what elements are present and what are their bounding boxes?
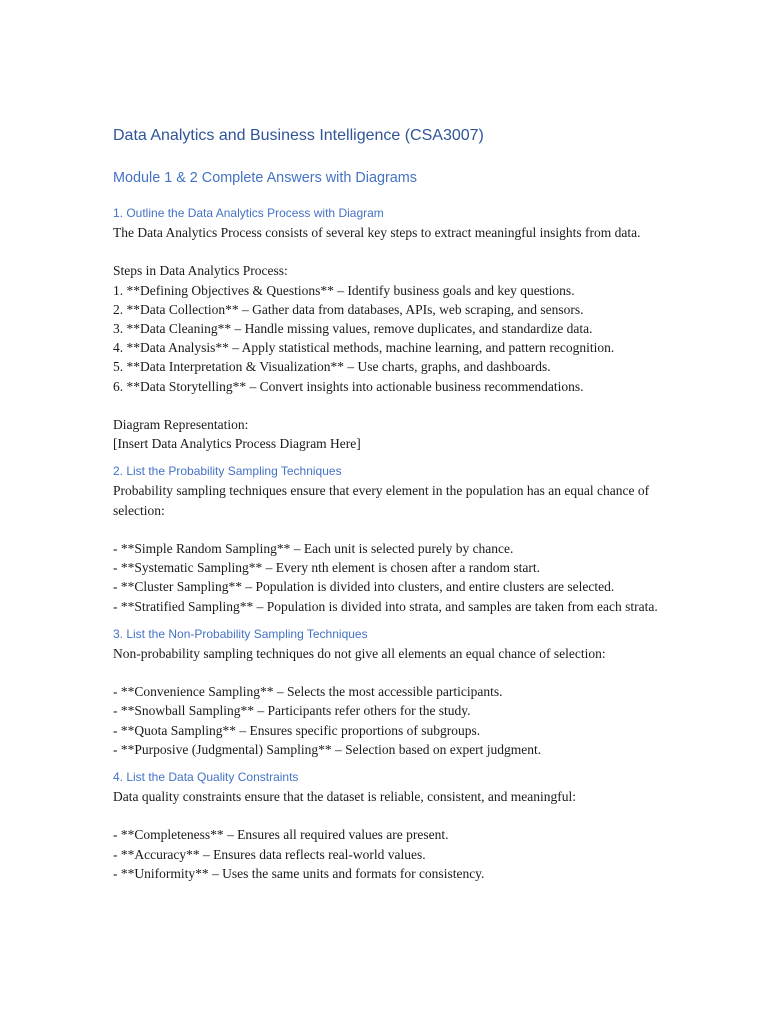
list-item: 1. **Defining Objectives & Questions** – Identify business goals and key questions. [113, 282, 575, 298]
diagram-placeholder: [Insert Data Analytics Process Diagram Here] [113, 436, 361, 452]
section-heading: 4. List the Data Quality Constraints [113, 770, 299, 785]
document-subtitle: Module 1 & 2 Complete Answers with Diagrams [113, 170, 417, 186]
section-heading: 2. List the Probability Sampling Techniques [113, 464, 342, 479]
section-probability-sampling [113, 462, 658, 615]
list-item: 6. **Data Storytelling** – Convert insights into actionable business recommendations. [113, 378, 584, 394]
list-item: - **Uniformity** – Uses the same units and formats for consistency. [113, 865, 485, 881]
list-item: - **Quota Sampling** – Ensures specific proportions of subgroups. [113, 722, 481, 738]
list-item: - **Simple Random Sampling** – Each unit is selected purely by chance. [113, 541, 514, 556]
list-item: - **Cluster Sampling** – Population is divided into clusters, and entire clusters are selected. [113, 579, 615, 595]
section-intro: Data quality constraints ensure that the dataset is reliable, consistent, and meaningful: [113, 789, 576, 805]
section-data-quality-constraints [113, 768, 658, 883]
list-item: 2. **Data Collection** – Gather data from databases, APIs, web scraping, and sensors. [113, 301, 584, 317]
list-item: - **Systematic Sampling** – Every nth element is chosen after a random start. [113, 560, 541, 576]
list-item: 5. **Data Interpretation & Visualization** – Use charts, graphs, and dashboards. [113, 359, 551, 375]
list-item: 4. **Data Analysis** – Apply statistical methods, machine learning, and pattern recognition. [113, 340, 615, 356]
list-item: - **Purposive (Judgmental) Sampling** – Selection based on expert judgment. [113, 741, 542, 757]
section-intro: Non-probability sampling techniques do not give all elements an equal chance of selection: [113, 645, 606, 661]
list-item: - **Convenience Sampling** – Selects the most accessible participants. [113, 684, 503, 700]
list-title: Steps in Data Analytics Process: [113, 263, 288, 279]
section-intro: The Data Analytics Process consists of several key steps to extract meaningful insights from data. [113, 225, 641, 240]
section-non-probability-sampling [113, 625, 658, 759]
diagram-label: Diagram Representation: [113, 417, 249, 432]
document-title: Data Analytics and Business Intelligence (CSA3007) [113, 127, 484, 144]
list-item: 3. **Data Cleaning** – Handle missing values, remove duplicates, and standardize data. [113, 321, 593, 336]
list-item: - **Accuracy** – Ensures data reflects real-world values. [113, 846, 426, 862]
section-analytics-process [113, 204, 658, 453]
list-item: - **Stratified Sampling** – Population is divided into strata, and samples are taken from each strata. [113, 598, 658, 614]
document-page [113, 124, 658, 892]
list-item: - **Completeness** – Ensures all required values are present. [113, 827, 449, 843]
list-item: - **Snowball Sampling** – Participants refer others for the study. [113, 703, 471, 719]
section-heading: 1. Outline the Data Analytics Process with Diagram [113, 206, 384, 220]
section-heading: 3. List the Non-Probability Sampling Techniques [113, 626, 368, 641]
section-intro: Probability sampling techniques ensure that every element in the population has an equal chance of selection: [113, 483, 650, 518]
